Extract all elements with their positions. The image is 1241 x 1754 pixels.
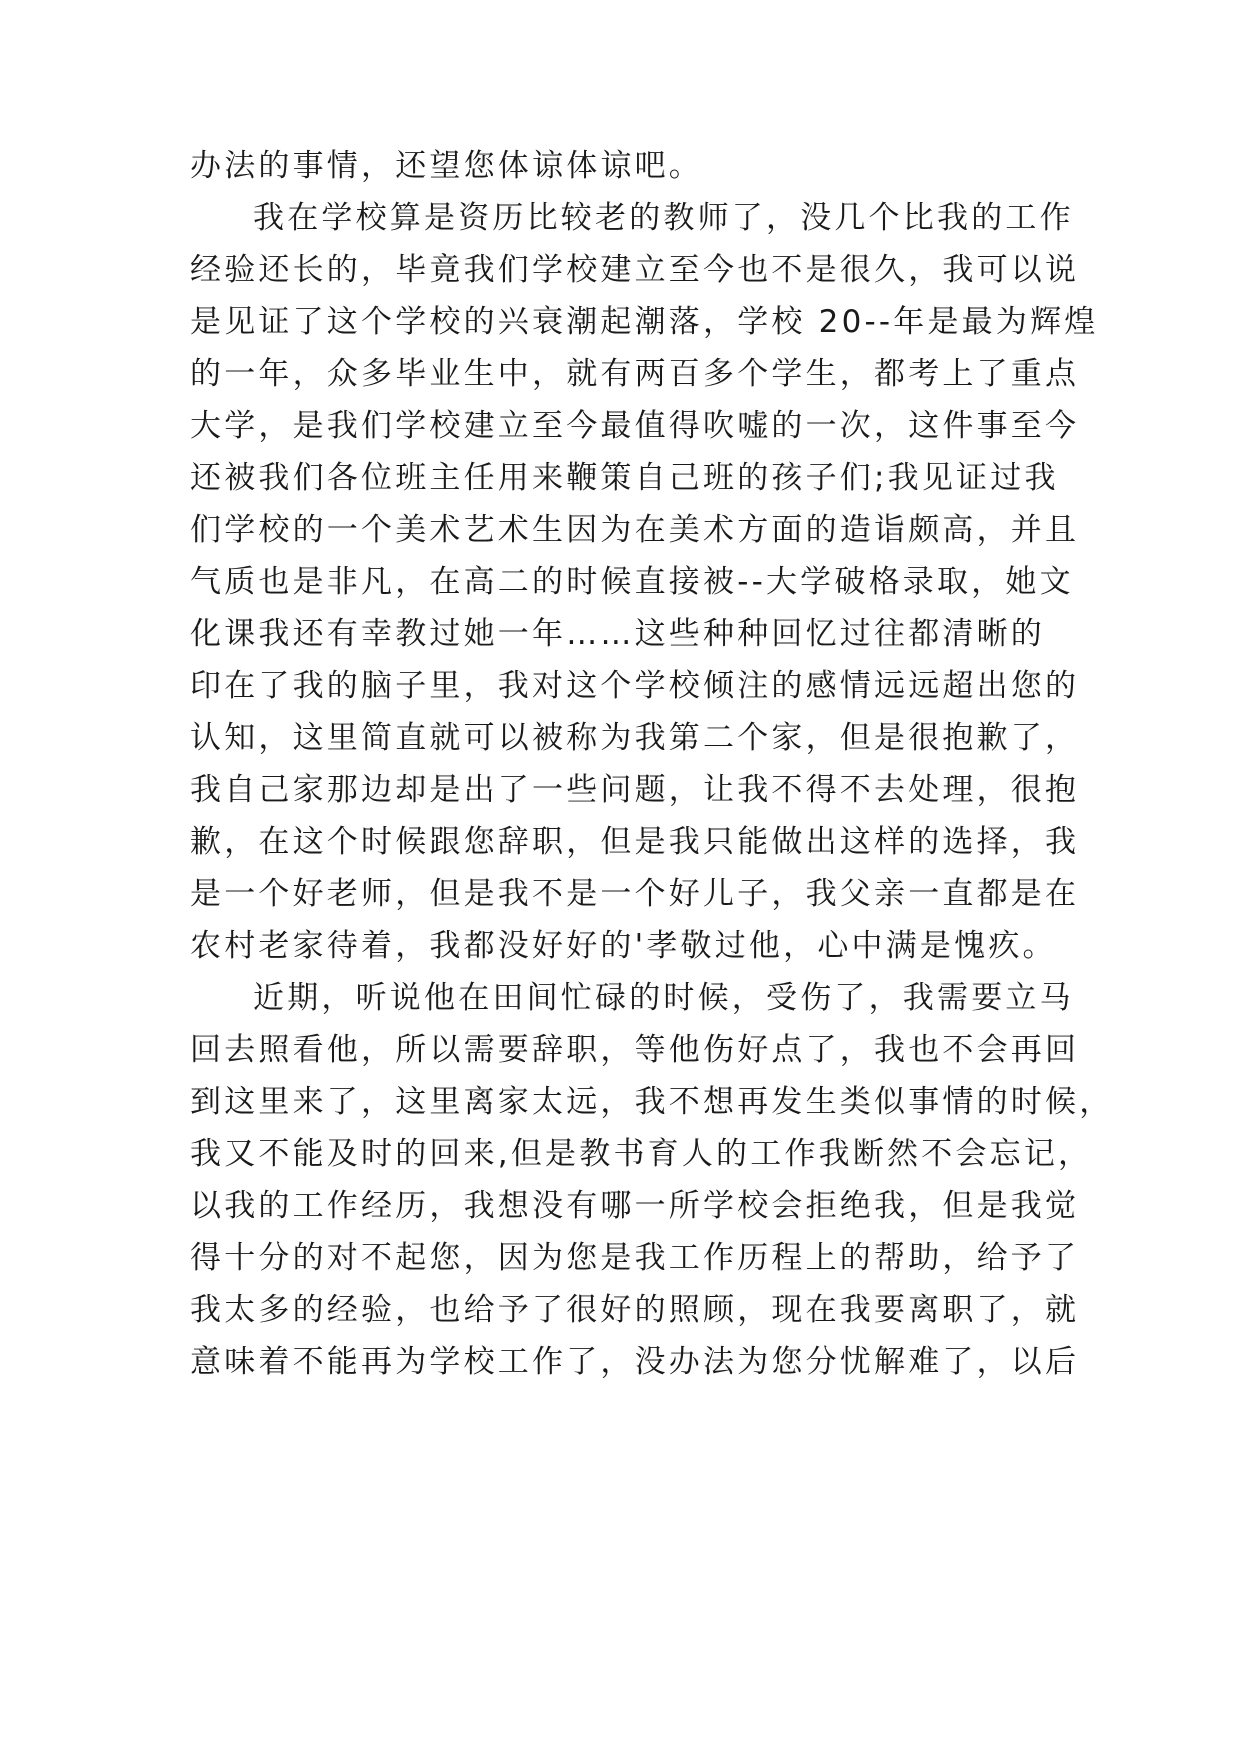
text-line: 还被我们各位班主任用来鞭策自己班的孩子们;我见证过我 bbox=[190, 460, 1059, 496]
text-line: 我又不能及时的回来,但是教书育人的工作我断然不会忘记， bbox=[190, 1136, 1093, 1172]
text-line: 近期，听说他在田间忙碌的时候，受伤了，我需要立马 bbox=[253, 980, 1074, 1016]
text-line: 认知，这里简直就可以被称为我第二个家，但是很抱歉了， bbox=[190, 720, 1080, 756]
text-line: 气质也是非凡，在高二的时候直接被--大学破格录取，她文 bbox=[190, 564, 1074, 600]
text-line: 印在了我的脑子里，我对这个学校倾注的感情远远超出您的 bbox=[190, 668, 1080, 704]
text-line: 化课我还有幸教过她一年……这些种种回忆过往都清晰的 bbox=[190, 616, 1045, 652]
text-line: 办法的事情，还望您体谅体谅吧。 bbox=[190, 148, 703, 184]
text-line: 经验还长的，毕竟我们学校建立至今也不是很久，我可以说 bbox=[190, 252, 1080, 288]
text-line: 歉，在这个时候跟您辞职，但是我只能做出这样的选择，我 bbox=[190, 824, 1080, 860]
text-line: 农村老家待着，我都没好好的'孝敬过他，心中满是愧疚。 bbox=[190, 928, 1057, 964]
text-line: 的一年，众多毕业生中，就有两百多个学生，都考上了重点 bbox=[190, 356, 1080, 392]
text-line: 我在学校算是资历比较老的教师了，没几个比我的工作 bbox=[253, 200, 1074, 236]
text-line: 是见证了这个学校的兴衰潮起潮落，学校 20--年是最为辉煌 bbox=[190, 304, 1099, 340]
text-line: 回去照看他，所以需要辞职，等他伤好点了，我也不会再回 bbox=[190, 1032, 1080, 1068]
text-line: 意味着不能再为学校工作了，没办法为您分忧解难了，以后 bbox=[190, 1344, 1080, 1380]
text-line: 我太多的经验，也给予了很好的照顾，现在我要离职了，就 bbox=[190, 1292, 1080, 1328]
text-line: 我自己家那边却是出了一些问题，让我不得不去处理，很抱 bbox=[190, 772, 1080, 808]
text-line: 以我的工作经历，我想没有哪一所学校会拒绝我，但是我觉 bbox=[190, 1188, 1080, 1224]
text-line: 到这里来了，这里离家太远，我不想再发生类似事情的时候， bbox=[190, 1084, 1114, 1120]
text-line: 是一个好老师，但是我不是一个好儿子，我父亲一直都是在 bbox=[190, 876, 1080, 912]
text-line: 们学校的一个美术艺术生因为在美术方面的造诣颇高，并且 bbox=[190, 512, 1080, 548]
text-line: 得十分的对不起您，因为您是我工作历程上的帮助，给予了 bbox=[190, 1240, 1080, 1276]
text-line: 大学，是我们学校建立至今最值得吹嘘的一次，这件事至今 bbox=[190, 408, 1080, 444]
